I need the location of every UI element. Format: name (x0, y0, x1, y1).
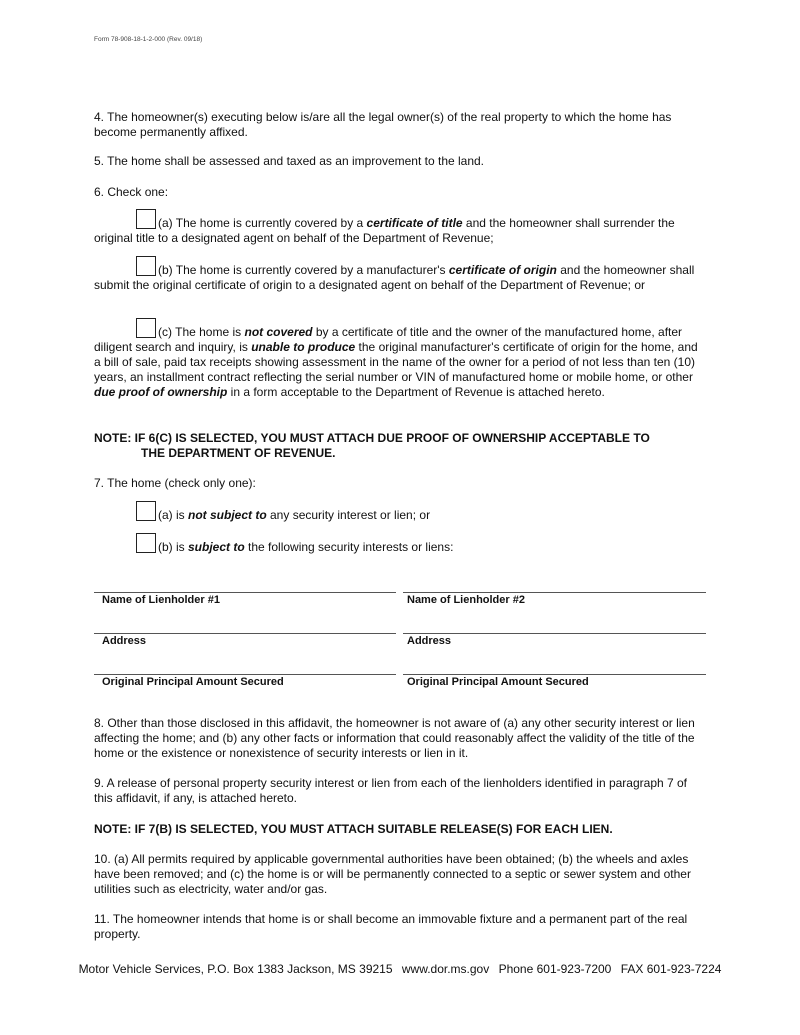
principal2-label: Original Principal Amount Secured (407, 676, 589, 688)
lienholder1-line[interactable] (94, 592, 396, 593)
address2-line[interactable] (403, 633, 706, 634)
option-6b: (b) The home is currently covered by a manufacturer's certificate of origin and the homeowner shall submit the original certificate of origin to a designated agent on behalf of the Department of Revenue; or (94, 263, 695, 292)
footer-website[interactable]: www.dor.ms.gov (401, 962, 490, 976)
footer-phone: Phone 601-923-7200 (498, 962, 612, 976)
option-6a: (a) The home is currently covered by a certificate of title and the homeowner shall surrender the original title to a designated agent on behalf of the Department of Revenue; (94, 216, 675, 245)
option-7a: (a) is not subject to any security interest or lien; or (158, 508, 431, 522)
option-7b: (b) is subject to the following security interests or liens: (158, 540, 454, 554)
note-6c-line2: THE DEPARTMENT OF REVENUE. (141, 446, 336, 460)
paragraph-7-heading: 7. The home (check only one): (94, 476, 256, 490)
note-6c (94, 431, 706, 461)
footer-address: Motor Vehicle Services, P.O. Box 1383 Jackson, MS 39215 (78, 962, 393, 976)
principal1-label: Original Principal Amount Secured (102, 676, 284, 688)
paragraph-11: 11. The homeowner intends that home is or shall become an immovable fixture and a permanent part of the real property. (94, 912, 688, 941)
option-6c: (c) The home is not covered by a certificate of title and the owner of the manufactured home, after diligent search and inquiry, is unable to produce the original manufacturer's certificate of origin for the home, and a bill of sale, paid tax receipts showing assessment in the name of the owner for a period of not less than ten (10) years, an installment contract reflecting the serial number or VIN of manufactured home or mobile home, or other due proof of ownership in a form acceptable to the Department of Revenue is attached hereto. (94, 325, 698, 399)
address2-label: Address (407, 635, 452, 647)
principal1-line[interactable] (94, 674, 396, 675)
address1-line[interactable] (94, 633, 396, 634)
paragraph-8: 8. Other than those disclosed in this affidavit, the homeowner is not aware of (a) any other security interest or lien affecting the home; and (b) any other facts or information that could reasonably affect the validity of the title of the home or the existence or nonexistence of security interests or lien in it. (94, 716, 695, 760)
paragraph-6-heading: 6. Check one: (94, 185, 169, 199)
lienholder2-label: Name of Lienholder #2 (407, 594, 525, 606)
note-7b: NOTE: IF 7(B) IS SELECTED, YOU MUST ATTACH SUITABLE RELEASE(S) FOR EACH LIEN. (94, 822, 613, 836)
address1-label: Address (102, 635, 147, 647)
footer-fax: FAX 601-923-7224 (620, 962, 722, 976)
footer (0, 962, 800, 976)
paragraph-4: 4. The homeowner(s) executing below is/are all the legal owner(s) of the real property to which the home has become permanently affixed. (94, 110, 672, 139)
paragraph-10: 10. (a) All permits required by applicable governmental authorities have been obtained; (b) the wheels and axles have been removed; and (c) the home is or will be permanently connected to a septic or sewer system and other utilities such as electricity, water and/or gas. (94, 852, 691, 896)
principal2-line[interactable] (403, 674, 706, 675)
lienholder1-label: Name of Lienholder #1 (102, 594, 220, 606)
lienholder2-line[interactable] (403, 592, 706, 593)
paragraph-5: 5. The home shall be assessed and taxed as an improvement to the land. (94, 154, 485, 168)
note-6c-line1: NOTE: IF 6(C) IS SELECTED, YOU MUST ATTACH DUE PROOF OF OWNERSHIP ACCEPTABLE TO (94, 431, 650, 445)
form-number: Form 78-908-18-1-2-000 (Rev. 09/18) (94, 36, 203, 43)
paragraph-9: 9. A release of personal property security interest or lien from each of the lienholders identified in paragraph 7 of this affidavit, if any, is attached hereto. (94, 776, 688, 805)
